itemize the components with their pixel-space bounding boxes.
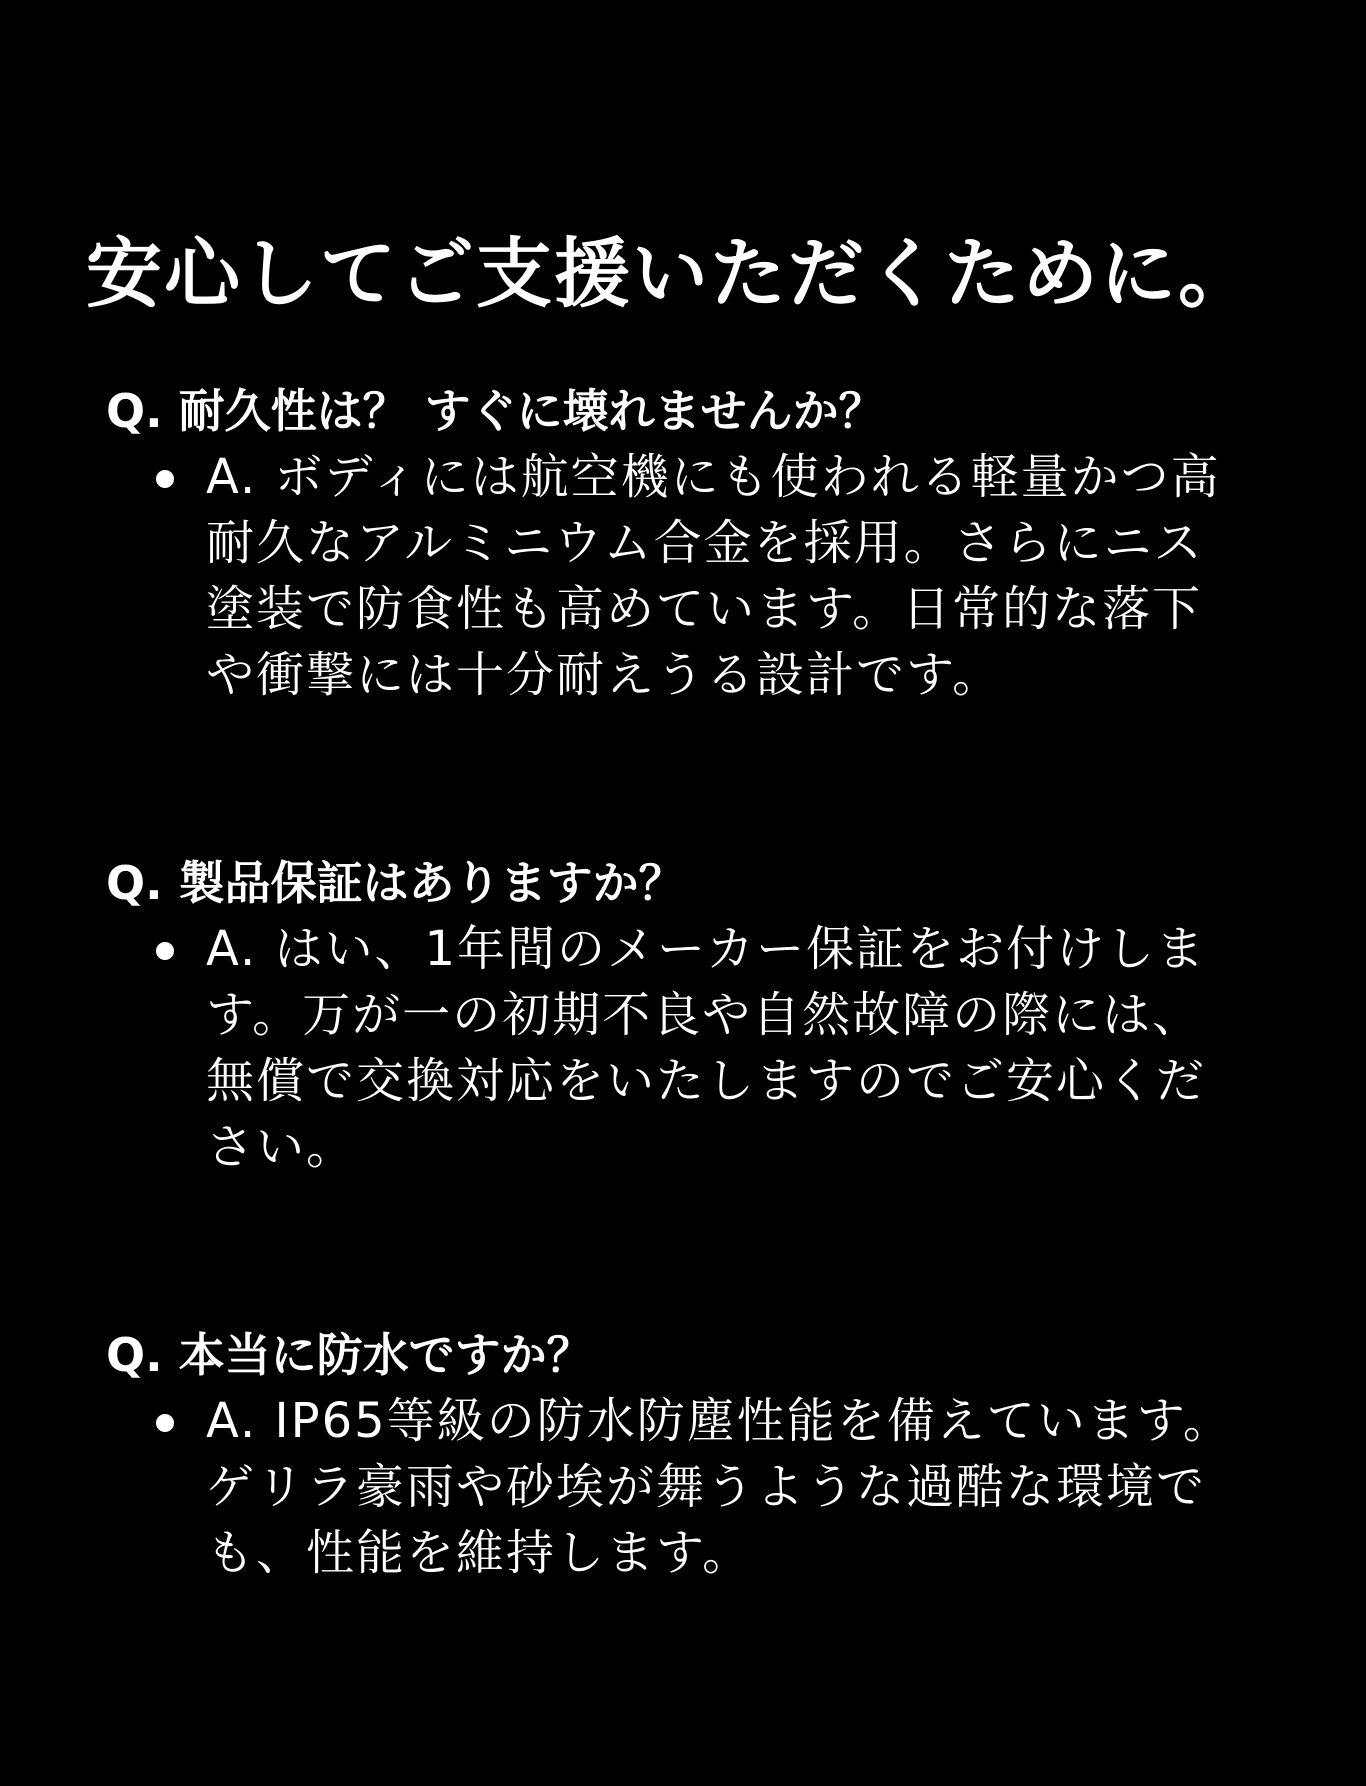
faq-answer-text: A. IP65等級の防水防塵性能を備えています。ゲリラ豪雨や砂埃が舞うような過酷な環境でも、性能を維持します。 bbox=[206, 1393, 1233, 1581]
faq-question: Q. 製品保証はありますか？ bbox=[106, 856, 685, 910]
faq-question: Q. 本当に防水ですか？ bbox=[106, 1328, 593, 1382]
bullet-icon bbox=[156, 1414, 174, 1432]
bullet-icon bbox=[156, 942, 174, 960]
faq-answer-list bbox=[106, 1388, 1256, 1586]
faq-answer bbox=[106, 916, 1246, 1180]
bullet-icon bbox=[156, 470, 174, 488]
faq-answer-list bbox=[106, 916, 1256, 1180]
faq-item-warranty bbox=[106, 850, 1256, 1180]
faq-answer-list bbox=[106, 444, 1256, 708]
page-title: 安心してご支援いただくために。 bbox=[86, 228, 1256, 318]
faq-question: Q. 耐久性は？ すぐに壊れませんか？ bbox=[106, 384, 885, 438]
faq-item-durability bbox=[106, 378, 1256, 708]
faq-item-waterproof bbox=[106, 1322, 1256, 1586]
faq-answer-text: A. ボディには航空機にも使われる軽量かつ高耐久なアルミニウム合金を採用。さらにニス塗装で防食性も高めています。日常的な落下や衝撃には十分耐えうる設計です。 bbox=[206, 449, 1221, 703]
faq-answer-text: A. はい、1年間のメーカー保証をお付けします。万が一の初期不良や自然故障の際には、無償で交換対応をいたしますのでご安心ください。 bbox=[206, 921, 1207, 1175]
faq-answer bbox=[106, 1388, 1246, 1586]
faq-answer bbox=[106, 444, 1246, 708]
